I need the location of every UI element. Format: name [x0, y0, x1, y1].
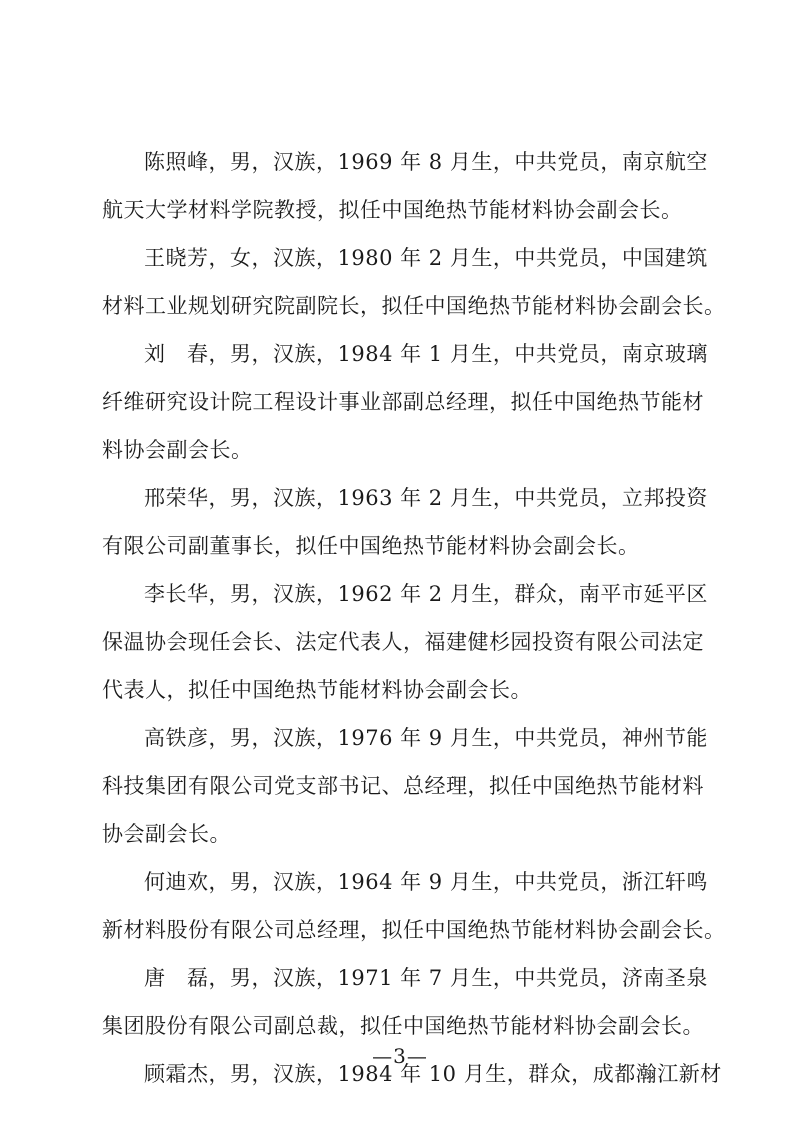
text-line: 陈照峰，男，汉族，1969 年 8 月生，中共党员，南京航空: [144, 150, 708, 174]
text-line: 航天大学材料学院教授，拟任中国绝热节能材料协会副会长。: [102, 198, 683, 222]
page-number: —3—: [372, 1044, 428, 1068]
paragraph-he-dihuan: [102, 858, 726, 954]
text-line: 有限公司副董事长，拟任中国绝热节能材料协会副会长。: [102, 534, 640, 558]
text-line: 代表人，拟任中国绝热节能材料协会副会长。: [102, 678, 532, 702]
text-line: 何迪欢，男，汉族，1964 年 9 月生，中共党员，浙江轩鸣: [144, 870, 708, 894]
text-line: 邢荣华，男，汉族，1963 年 2 月生，中共党员，立邦投资: [144, 486, 708, 510]
text-line: 材料工业规划研究院副院长，拟任中国绝热节能材料协会副会长。: [102, 294, 726, 318]
paragraph-tang-lei: [102, 954, 706, 1050]
text-line: 新材料股份有限公司总经理，拟任中国绝热节能材料协会副会长。: [102, 918, 726, 942]
document-body: [102, 138, 726, 1098]
text-line: 科技集团有限公司党支部书记、总经理，拟任中国绝热节能材料: [102, 774, 704, 798]
text-line: 料协会副会长。: [102, 438, 253, 462]
text-line: 高铁彦，男，汉族，1976 年 9 月生，中共党员，神州节能: [144, 726, 708, 750]
paragraph-chen-zhaofeng: [102, 138, 706, 234]
text-line: 集团股份有限公司副总裁，拟任中国绝热节能材料协会副会长。: [102, 1014, 704, 1038]
text-line: 李长华，男，汉族，1962 年 2 月生，群众，南平市延平区: [144, 582, 708, 606]
text-line: 保温协会现任会长、法定代表人，福建健杉园投资有限公司法定: [102, 630, 704, 654]
text-line: 刘 春，男，汉族，1984 年 1 月生，中共党员，南京玻璃: [144, 342, 708, 366]
paragraph-wang-xiaofang: [102, 234, 726, 330]
paragraph-li-changhua: [102, 570, 706, 714]
paragraph-liu-chun: [102, 330, 706, 474]
text-line: 纤维研究设计院工程设计事业部副总经理，拟任中国绝热节能材: [102, 390, 704, 414]
text-line: 唐 磊，男，汉族，1971 年 7 月生，中共党员，济南圣泉: [144, 966, 708, 990]
paragraph-xing-ronghua: [102, 474, 706, 570]
text-line: 王晓芳，女，汉族，1980 年 2 月生，中共党员，中国建筑: [144, 246, 708, 270]
text-line: 顾霜杰，男，汉族，1984 年 10 月生，群众，成都瀚江新材: [144, 1062, 722, 1086]
text-line: 协会副会长。: [102, 822, 231, 846]
paragraph-gao-tieyan: [102, 714, 706, 858]
